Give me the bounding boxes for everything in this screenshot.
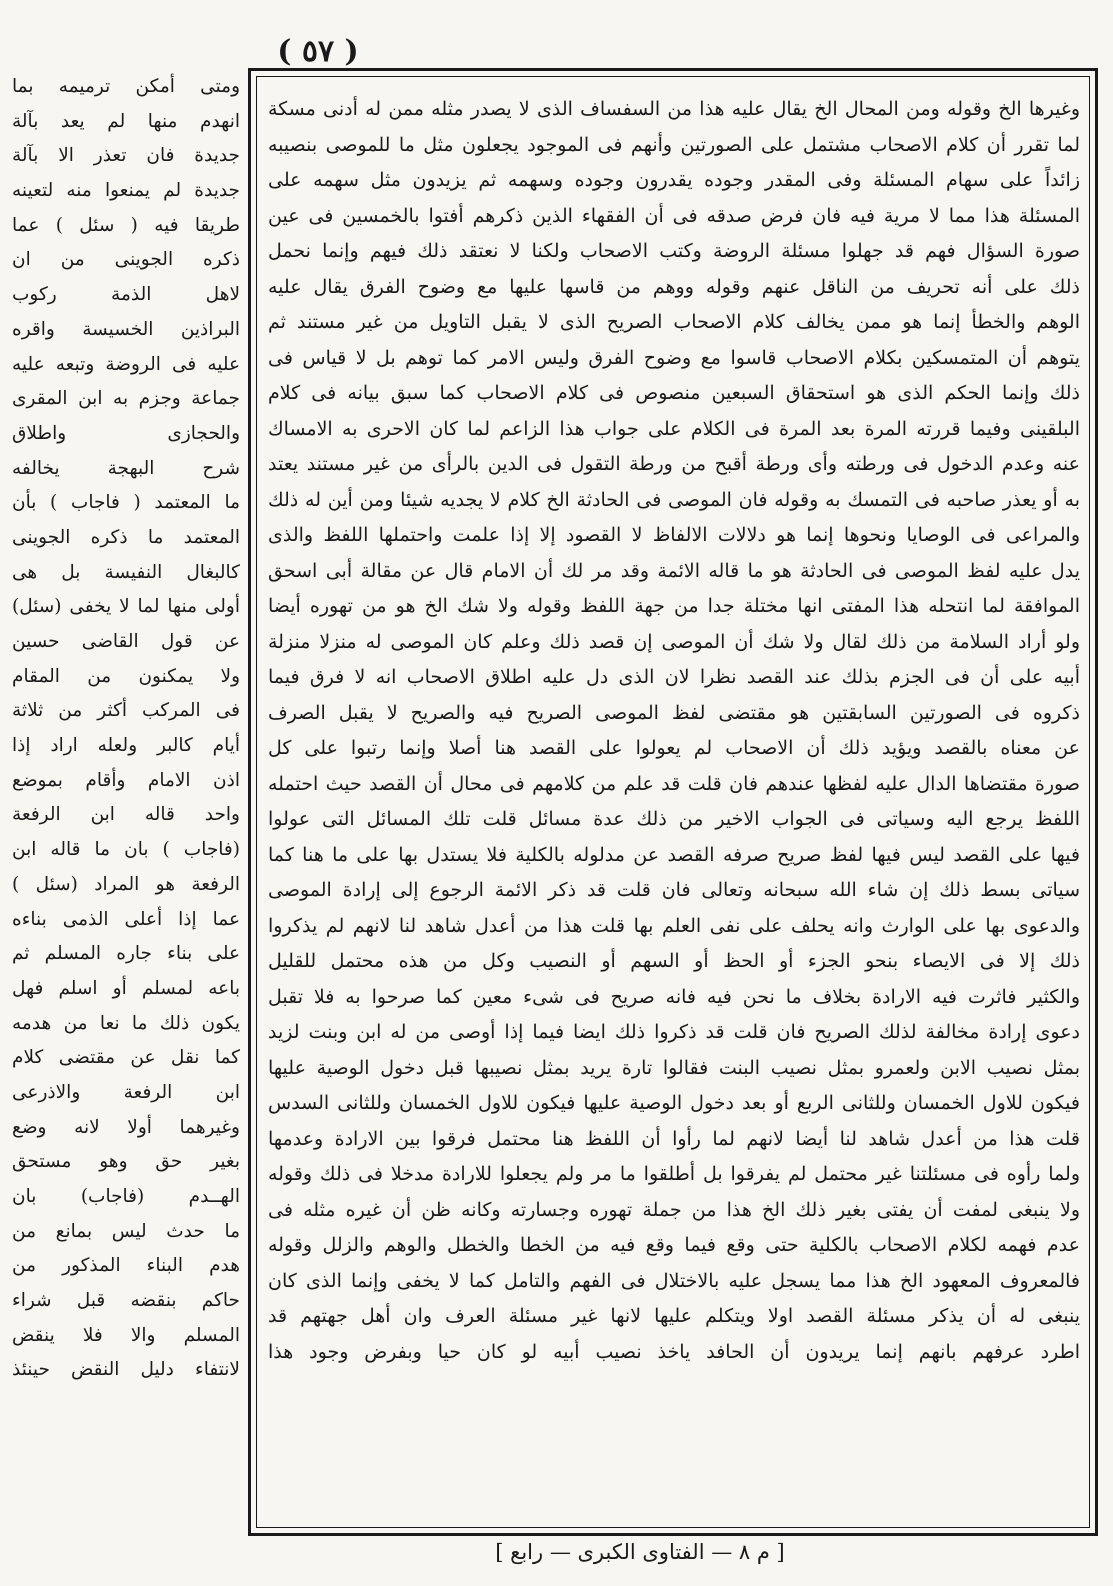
main-text-line: يدل عليه لفظ الموصى فى الحادثة هو ما قاله الائمة وقد مر لك أن الامام قال عن مقالة أبى اسحق — [268, 559, 1080, 582]
main-text-line: به أو يعذر صاحبه فى التمسك به وقوله فان الموصى فى الحادثة الخ كلام لا يجديه شيئا ومن أين له ذلك — [268, 488, 1080, 511]
main-text-line: دعوى إرادة مخالفة لذلك الصريح فان قلت قد ذكروا ذلك ايضا فيما إذا أوصى من له ابن وبنت لزيد — [268, 1021, 1080, 1043]
margin-text-line: جديدة لم يمنعوا منه لتعينه — [12, 180, 240, 202]
margin-text-line: المسلم والا فلا ينقض — [12, 1324, 240, 1346]
margin-text-line: عليه فى الروضة وتبعه عليه — [12, 353, 240, 375]
margin-text-line: طريقا فيه ( سئل ) عما — [12, 214, 240, 236]
main-text-line: اللفظ يرجع اليه وسياتى فى الجواب الاخير من ذلك عدة مسائل قلت تلك المسائل التى عولوا — [268, 808, 1080, 830]
main-text-line: قلت هذا من أعدل شاهد لنا أيضا لانهم لما رأوا أن اللفظ هنا محتمل فرقوا بين الارادة وعدمها — [268, 1127, 1080, 1150]
main-text-line: ذلك على أنه تحريف من الناقل عنهم وقوله ووهم من قاسها عليها مع وضوح الفرق يقال عليه — [268, 275, 1080, 298]
margin-text-line: المعتمد ما ذكره الجوينى — [12, 526, 240, 548]
margin-text-line: لانتفاء دليل النقض حينئذ — [12, 1359, 240, 1381]
margin-text-line: واحد قاله ابن الرفعة — [12, 804, 240, 826]
margin-text-line: ابن الرفعة والاذرعى — [12, 1081, 240, 1103]
margin-text-line: جديدة فان تعذر الا بآلة — [12, 145, 240, 167]
main-text-line: صورة مقتضاها الدال عليه لفظها عندهم فان قلت قد علم من كلامهم فى محال أن القصد حيث احتمله — [268, 772, 1080, 795]
margin-text-line: أولى منها لما لا يخفى (سئل) — [12, 596, 240, 618]
margin-text-line: الرفعة هو المراد (سئل ) — [12, 873, 240, 895]
main-text-line: عدم فهمه لكلام الاصحاب بالكلية حتى وقع فيما وقع فيه من الخطا والخطل والوهم والزلل وقوله — [268, 1234, 1080, 1256]
margin-text-line: لاهل الذمة ركوب — [12, 284, 240, 306]
margin-text-line: كما نقل عن مقتضى كلام — [12, 1047, 240, 1069]
main-text-line: ينبغى له أن يذكر مسئلة القصد اولا ويتكلم عليها لانها غير مسئلة العرف وان أهل جهتهم قد — [268, 1305, 1080, 1327]
margin-text-line: يكون ذلك ما نعا من هدمه — [12, 1012, 240, 1034]
main-text-line: لما تقرر أن كلام الاصحاب مشتمل على الصورتين وأنهم فى الموجود يجعلون مثل ما للموصى بنصيبه — [268, 133, 1080, 156]
margin-text-line: كالبغال النفيسة بل هى — [12, 561, 240, 583]
margin-text-line: على بناء جاره المسلم ثم — [12, 943, 240, 965]
main-text-line: الموافقة لما انتحله هذا المفتى انها مختلة جدا من جهة اللفظ وقوله ولا شك الخ هو من تهوره أيضا — [268, 595, 1080, 617]
margin-text-line: بغير حق وهو مستحق — [12, 1151, 240, 1173]
margin-text-line: حاكم بنقضه قبل شراء — [12, 1290, 240, 1312]
margin-text-column — [12, 70, 240, 1560]
margin-text-line: أيام كالبر ولعله اراد إذا — [12, 735, 240, 757]
margin-text-line: (فاجاب ) بان ما قاله ابن — [12, 839, 240, 861]
main-text-column — [268, 92, 1080, 1512]
margin-text-line: انهدم منها لم يعد بآلة — [12, 110, 240, 132]
main-text-line: ذلك إلا فى الايصاء بنحو الجزء أو الحظ أو السهم أو النصيب وكل من هذه محتمل للقليل — [268, 950, 1080, 972]
main-text-line: والمراعى فى الوصايا ونحوها إنما هو دلالات الالفاظ لا القصود إلا إذا علمت واحتملها اللفظ والذى — [268, 524, 1080, 546]
main-text-line: ذكروه فى الصورتين السابقتين هو مقتضى لفظ الموصى الصريح فيه والصريح لا يقبل الصرف — [268, 701, 1080, 724]
main-text-line: أبيه على أن فى الجزم بذلك عند القصد نظرا لان الذى دل عليه اطلاق الاصحاب انه لا فرق فيما — [268, 666, 1080, 688]
main-text-line: والكثير فاثرت فيه الارادة بخلاف ما نحن فيه فانه صريح فى شىء معين كما صرحوا به فلا تقبل — [268, 985, 1080, 1008]
margin-text-line: جماعة وجزم به ابن المقرى — [12, 388, 240, 410]
margin-text-line: ما حدث ليس بمانع من — [12, 1220, 240, 1242]
margin-text-line: البراذين الخسيسة واقره — [12, 318, 240, 340]
main-text-line: بمثل نصيب الابن ولعمرو بمثل نصيب البنت فقالوا تارة يريد بمثل نصيبها قبل دخول الوصية عليها — [268, 1056, 1080, 1079]
margin-text-line: ما المعتمد ( فاجاب ) بأن — [12, 492, 240, 514]
margin-text-line: وغيرهما أولا لانه وضع — [12, 1116, 240, 1138]
main-text-line: صورة السؤال فهم قد جهلوا مسئلة الروضة وكتب الاصحاب ولكنا لا نعتقد ذلك فيهم وإنما نحمل — [268, 240, 1080, 262]
main-text-line: زائداً على سهام المسئلة وفى المقدر وجوده يقدرون وجوده وسهمه ثم يزيدون مثل سهمه على — [268, 169, 1080, 191]
main-text-line: عن معناه بالقصد ويؤيد ذلك أن الاصحاب لم يعولوا على القصد هنا أصلا وإنما رتبوا على كل — [268, 737, 1080, 759]
margin-text-line: عن قول القاضى حسين — [12, 631, 240, 652]
main-text-line: فيها على القصد ليس فيها لفظ صريح صرفه القصد عن مدلوله بالكلية فلا يستدل بها على ما هنا كما — [268, 843, 1080, 866]
main-text-line: المسئلة هذا مما لا مرية فيه فان فرض صدقه فى أن الفقهاء الذين ذكرهم أفتوا بالخمسين فى عين — [268, 204, 1080, 227]
margin-text-line: ولا يمكنون من المقام — [12, 665, 240, 687]
main-text-line: ولا ينبغى لمفت أن يفتى بغير ذلك الخ هذا من جملة تهوره وجسارته وكانه ظن أن غيره مثله فى — [268, 1198, 1080, 1221]
margin-text-line: ذكره الجوينى من ان — [12, 249, 240, 271]
main-text-line: ولما رأوه فى مسئلتنا غير محتمل لم يفرقوا بل أطلقوا ما مر ولم يجعلوا للارادة مدخلا فى ذلك وقوله — [268, 1163, 1080, 1185]
main-text-line: البلقينى وفيما قررته المرة بعد المرة فى الكلام على جواب هذا الزاعم لما كان الاحرى به الامساك — [268, 417, 1080, 440]
page-number: ( ٥٧ ) — [277, 34, 359, 69]
main-text-line: وغيرها الخ وقوله ومن المحال الخ يقال عليه هذا من السفساف الذى لا يصدر مثله ممن له أدنى مسكة — [268, 98, 1080, 120]
main-text-line: عنه وعدم الدخول فى ورطته وأى ورطة أقبح من ورطة التقول فى الدين بالرأى من غير مستند يعتد — [268, 453, 1080, 475]
main-text-line: فيكون للاول الخمسان وللثانى الربع أو بعد دخول الوصية عليها فيكون للاول الخمسان وللثانى السدس — [268, 1092, 1080, 1114]
margin-text-line: هدم البناء المذكور من — [12, 1255, 240, 1277]
main-text-line: ولو أراد السلامة من ذلك لقال ولا شك أن الموصى إن قصد ذلك وعلم كان الموصى له منزلا منزلة — [268, 630, 1080, 653]
main-text-line: سياتى بسط ذلك إن شاء الله سبحانه وتعالى فان قلت قد ذكر الائمة الرجوع إلى إرادة الموصى — [268, 879, 1080, 901]
main-text-line: يتوهم أن المتمسكين بكلام الاصحاب قاسوا مع وضوح الفرق وليس الامر كما توهم بل لا قياس فى — [268, 346, 1080, 369]
margin-text-line: عما إذا أعلى الذمى بناءه — [12, 908, 240, 930]
main-text-line: الوهم والخطأ إنما هو ممن يخالف كلام الاصحاب الصريح الذى لا يقبل التاويل من غير مستند ثم — [268, 311, 1080, 333]
main-text-line: فالمعروف المعهود الخ هذا مما يسجل عليه بالاختلال فى الفهم والتامل كما لا يخفى وإنما الذى كان — [268, 1269, 1080, 1292]
margin-text-line: شرح البهجة يخالفه — [12, 457, 240, 479]
signature-footer: [ م ٨ — الفتاوى الكبرى — رابع ] — [495, 1540, 785, 1564]
margin-text-line: الهــدم (فاجاب) بان — [12, 1186, 240, 1207]
margin-text-line: باعه لمسلم أو اسلم فهل — [12, 977, 240, 999]
margin-text-line: اذن الامام وأقام بموضع — [12, 769, 240, 791]
margin-text-line: فى المركب أكثر من ثلاثة — [12, 700, 240, 722]
margin-text-line: ومتى أمكن ترميمه بما — [12, 76, 240, 97]
main-text-line: والدعوى بها على الوارث وانه يحلف على نفى العلم بها قلت هذا من أعدل شاهد لنا لانهم لم يذكروا — [268, 914, 1080, 937]
main-text-line: اطرد عرفهم بانهم إنما يريدون أن الحافد ياخذ نصيب أبيه لو كان حيا وبفرض وجود هذا — [268, 1340, 1080, 1363]
main-text-line: ذلك وإنما الحكم الذى هو استحقاق السبعين منصوص فى كلام الاصحاب كما سبق بيانه فى كلام — [268, 382, 1080, 404]
margin-text-line: والحجازى واطلاق — [12, 422, 240, 444]
